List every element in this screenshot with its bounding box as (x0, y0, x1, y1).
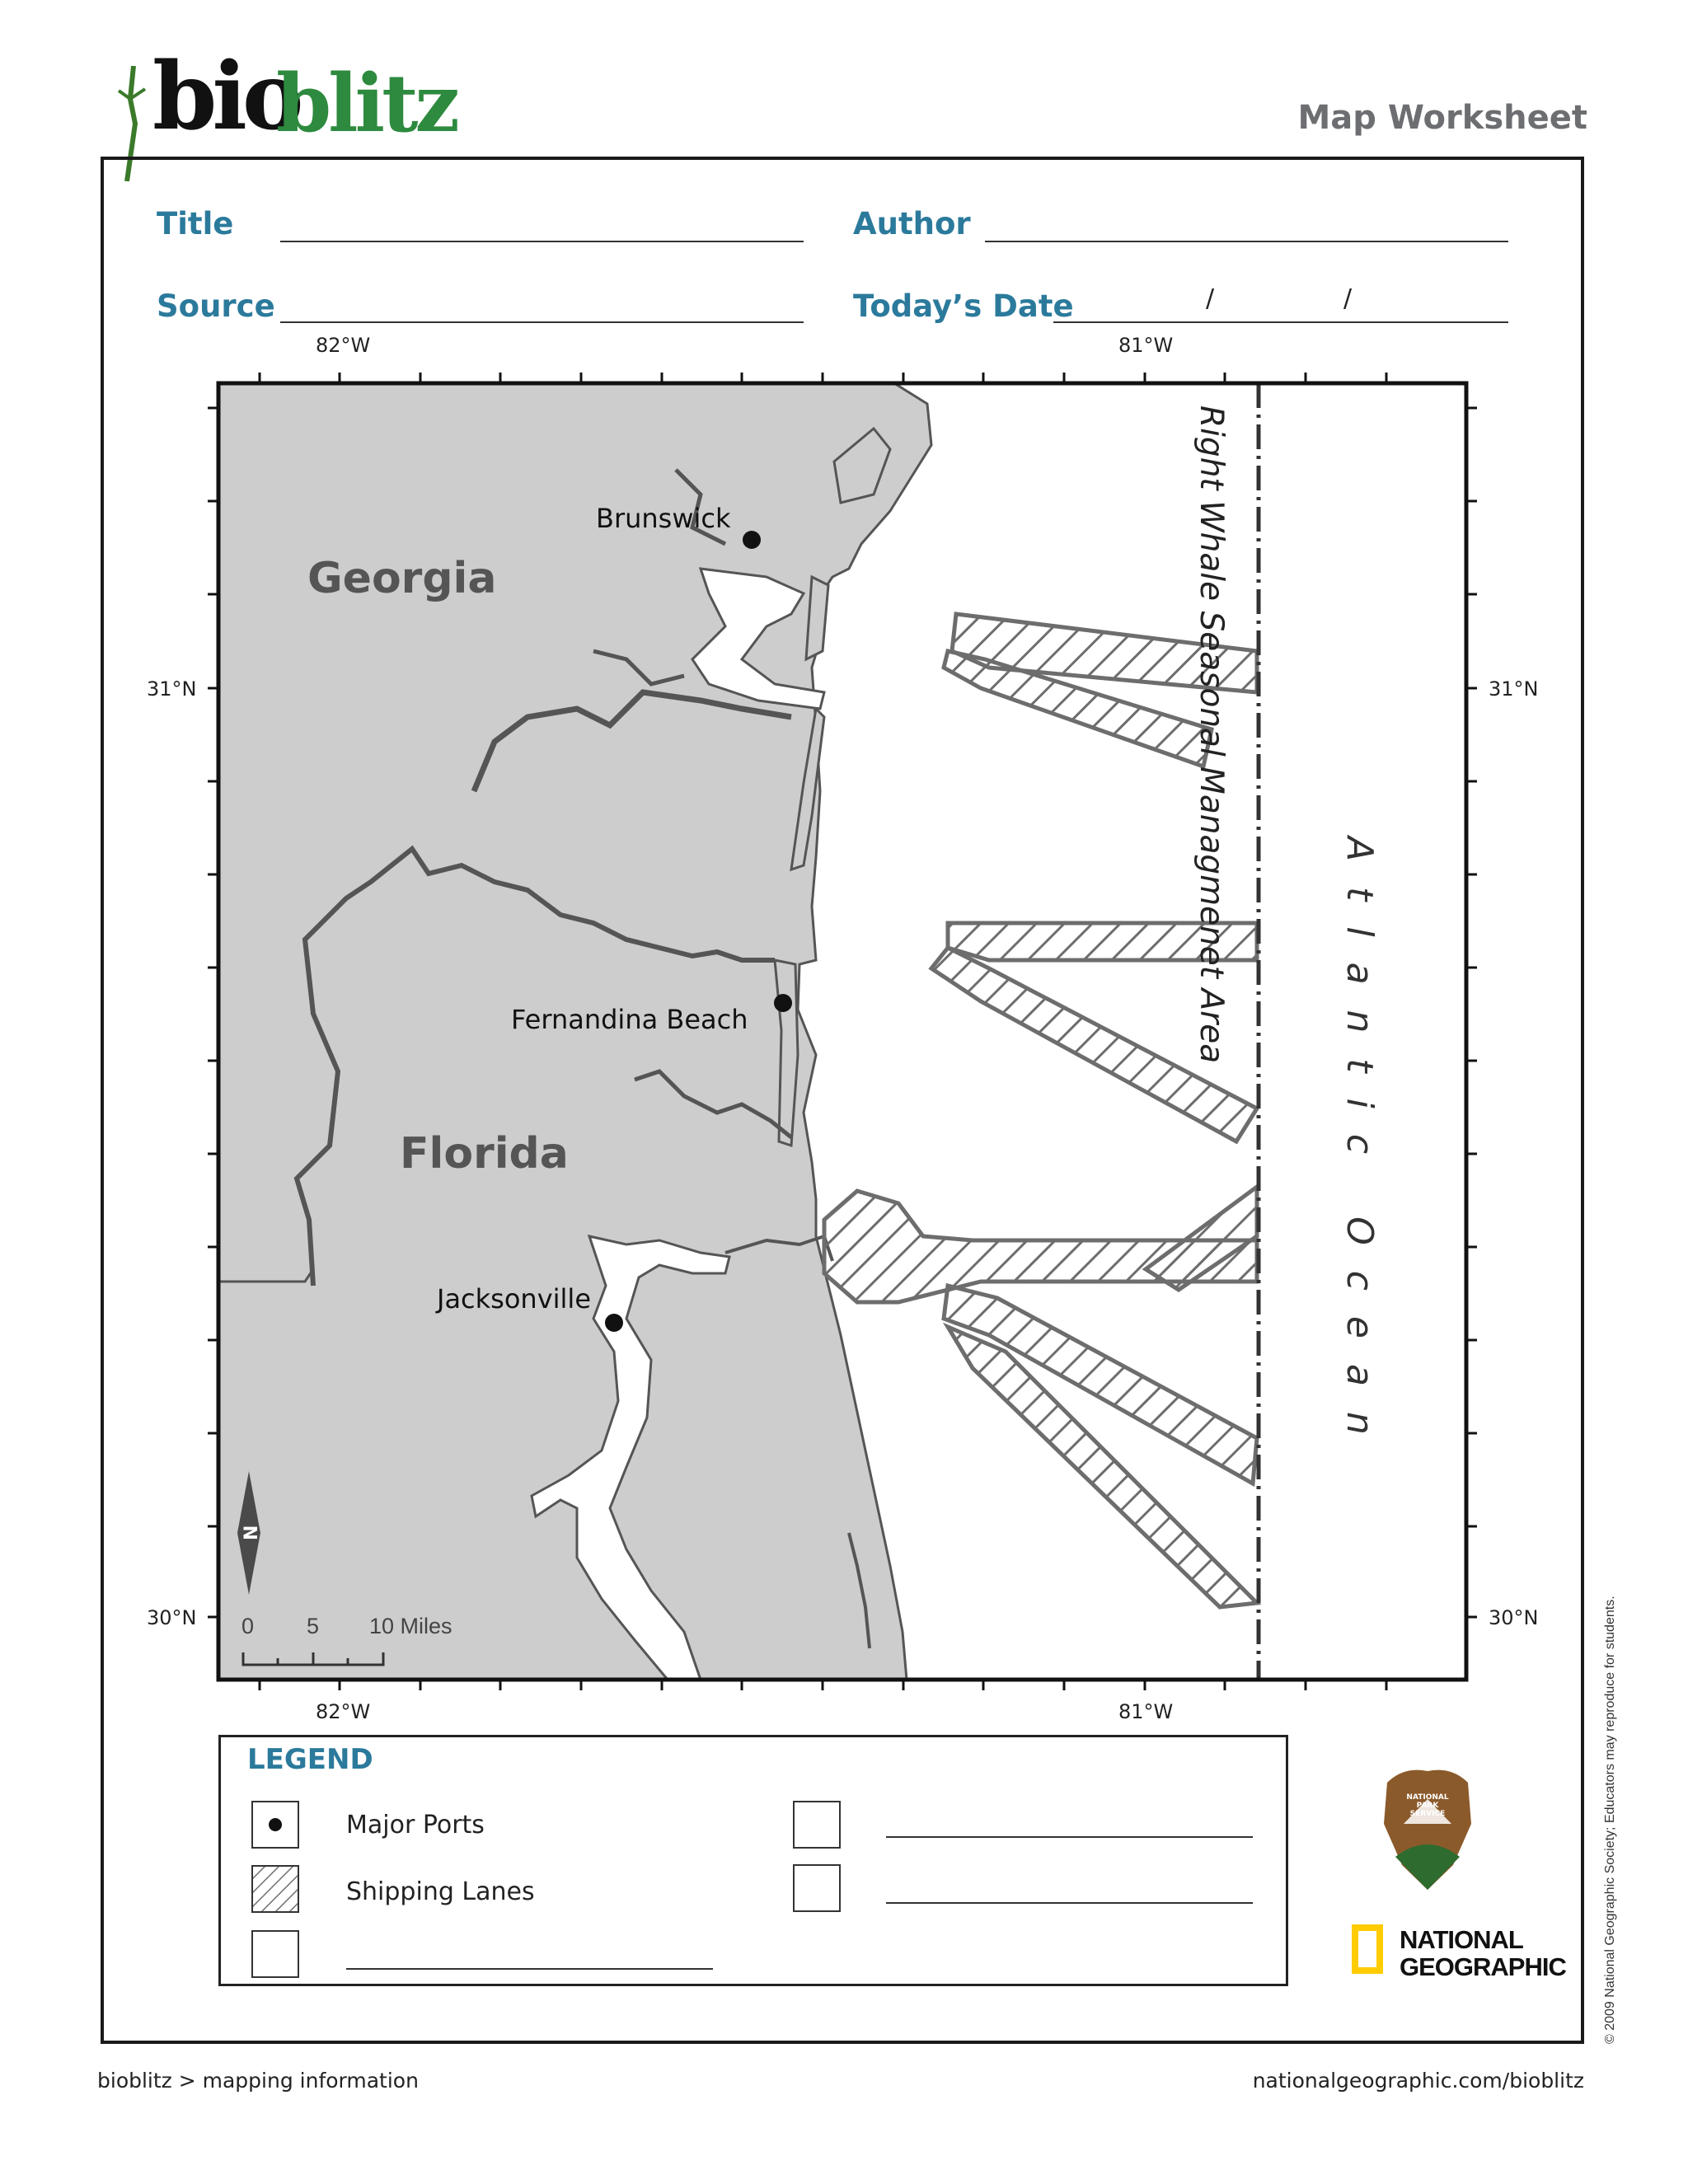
port-marker-jacksonville (605, 1314, 623, 1332)
legend-swatch-blank[interactable] (793, 1801, 841, 1849)
footer-link[interactable]: nationalgeographic.com/bioblitz (1252, 2069, 1584, 2093)
logo-bio: bio (152, 43, 299, 151)
region-label-georgia: Georgia (307, 554, 497, 603)
lon-label-bottom-81: 81°W (1118, 1700, 1174, 1723)
legend-item-ports: Major Ports (346, 1811, 485, 1840)
scale-label-0: 0 (241, 1614, 255, 1638)
natgeo-text: NATIONAL (1400, 1925, 1523, 1954)
legend-title: LEGEND (247, 1743, 373, 1776)
legend-swatch-shipping-lanes (251, 1865, 299, 1913)
lat-label-left-31: 31°N (147, 677, 197, 701)
nps-text: PARK (1416, 1802, 1439, 1810)
legend-swatch-ports (251, 1801, 299, 1849)
region-label-florida: Florida (400, 1129, 569, 1179)
lat-label-right-31: 31°N (1489, 677, 1539, 701)
legend-item-shipping-lanes: Shipping Lanes (346, 1877, 535, 1906)
natgeo-text: GEOGRAPHIC (1400, 1952, 1566, 1981)
ocean-label: Atlantic Ocean (1339, 837, 1381, 1460)
source-label: Source (157, 288, 275, 324)
nps-arrowhead-logo (1379, 1766, 1476, 1891)
place-label-fernandina: Fernandina Beach (511, 1004, 748, 1035)
lon-label-top-81: 81°W (1118, 334, 1174, 357)
lon-label-top-82: 82°W (316, 334, 371, 357)
legend-swatch-blank[interactable] (793, 1864, 841, 1912)
logo-blitz: blitz (276, 57, 457, 150)
scale-label-5: 5 (307, 1614, 320, 1638)
date-separator: / (1343, 284, 1353, 313)
management-area-label: Right Whale Seasonal Managmenet Area (1193, 405, 1230, 1064)
lon-label-bottom-82: 82°W (316, 1700, 371, 1723)
lat-label-right-30: 30°N (1489, 1606, 1539, 1629)
natgeo-yellow-frame-icon (1352, 1924, 1383, 1974)
legend (218, 1735, 1288, 1986)
copyright-notice: © 2009 National Geographic Society; Educators may reproduce for students. (1603, 1596, 1617, 2044)
footer-breadcrumb[interactable]: bioblitz > mapping information (97, 2069, 419, 2093)
nps-text: SERVICE (1409, 1810, 1446, 1818)
legend-blank-field[interactable] (886, 1902, 1253, 1904)
scale-label-10: 10 Miles (369, 1614, 452, 1638)
legend-swatch-blank[interactable] (251, 1930, 299, 1978)
place-label-jacksonville: Jacksonville (437, 1283, 591, 1315)
north-label: N (241, 1525, 262, 1540)
worksheet-title: Map Worksheet (1297, 99, 1587, 137)
lat-label-left-30: 30°N (147, 1606, 197, 1629)
port-marker-brunswick (743, 531, 761, 549)
date-label: Today’s Date (853, 288, 1074, 324)
nps-text: NATIONAL (1406, 1793, 1449, 1802)
author-label: Author (853, 206, 971, 241)
title-label: Title (157, 206, 234, 241)
port-dot-icon (269, 1818, 282, 1831)
date-separator: / (1206, 284, 1215, 313)
legend-blank-field[interactable] (886, 1836, 1253, 1838)
legend-blank-field[interactable] (346, 1968, 713, 1970)
place-label-brunswick: Brunswick (596, 503, 731, 534)
port-marker-fernandina (774, 994, 792, 1012)
